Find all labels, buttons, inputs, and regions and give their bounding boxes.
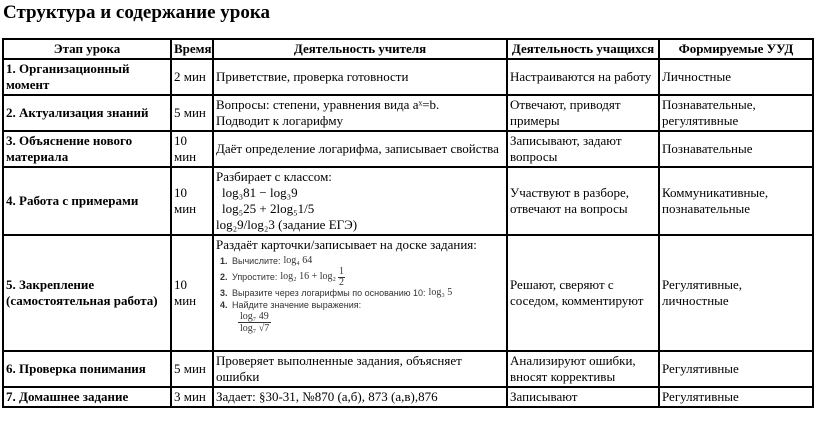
task-item: 1. Вычислите: log₄ 64	[220, 255, 313, 266]
task-item: 4. Найдите значение выражения:	[220, 300, 362, 310]
stage-cell: 3. Объяснение нового материала	[3, 131, 171, 167]
example-1: log₃81 − log₃9	[222, 185, 298, 200]
uud-cell: Регулятивные	[659, 351, 813, 387]
stage-cell: 4. Работа с примерами	[3, 167, 171, 235]
students-cell: Отвечают, приводят примеры	[507, 95, 659, 131]
header-uud: Формируемые УУД	[659, 39, 813, 59]
students-cell: Анализируют ошибки, вносят коррективы	[507, 351, 659, 387]
table-row	[3, 95, 813, 131]
teacher-cell: Даёт определение логарифма, записывает свойства	[213, 131, 507, 167]
stage-cell: 2. Актуализация знаний	[3, 95, 171, 131]
students-cell: Записывают	[507, 387, 659, 407]
stage-cell: 5. Закрепление (самостоятельная работа)	[3, 235, 171, 351]
stage-cell: 7. Домашнее задание	[3, 387, 171, 407]
uud-cell: Познавательные, регулятивные	[659, 95, 813, 131]
header-teacher: Деятельность учителя	[213, 39, 507, 59]
time-cell: 5 мин	[171, 95, 213, 131]
teacher-cell: Приветствие, проверка готовности	[213, 59, 507, 95]
header-students: Деятельность учащихся	[507, 39, 659, 59]
teacher-cell: Проверяет выполненные задания, объясняет ошибки	[213, 351, 507, 387]
time-cell: 10 мин	[171, 167, 213, 235]
uud-cell: Регулятивные, личностные	[659, 235, 813, 351]
table-row	[3, 351, 813, 387]
uud-cell: Познавательные	[659, 131, 813, 167]
example-3: log₂9/log₂3 (задание ЕГЭ)	[216, 217, 358, 232]
teacher-cell: Задает: §30-31, №870 (а,б), 873 (а,в),876	[213, 387, 507, 407]
lesson-structure-table	[2, 38, 814, 408]
table-row	[3, 131, 813, 167]
table-row	[3, 167, 813, 235]
table-row	[3, 235, 813, 351]
students-cell: Записывают, задают вопросы	[507, 131, 659, 167]
example-2: log₅25 + 2log₅1/5	[222, 201, 315, 216]
teacher-intro: Раздаёт карточки/записывает на доске задания:	[216, 237, 477, 252]
fraction: log₇ 49 log₇ √7	[240, 311, 270, 334]
table-row	[3, 387, 813, 407]
teacher-line: Вопросы: степени, уравнения вида aˣ=b.	[216, 97, 440, 112]
time-cell: 3 мин	[171, 387, 213, 407]
students-cell: Участвуют в разборе, отвечают на вопросы	[507, 167, 659, 235]
teacher-line: Подводит к логарифму	[216, 113, 344, 128]
task-item: 3. Выразите через логарифмы по основанию 10: log₃ 5	[220, 287, 453, 298]
time-cell: 10 мин	[171, 235, 213, 351]
teacher-cell	[213, 235, 507, 351]
uud-cell: Коммуникативные, познавательные	[659, 167, 813, 235]
students-cell: Решают, сверяют с соседом, комментируют	[507, 235, 659, 351]
teacher-intro: Разбирает с классом:	[216, 169, 332, 184]
stage-cell: 1. Организационный момент	[3, 59, 171, 95]
table-header-row	[3, 39, 813, 59]
time-cell: 5 мин	[171, 351, 213, 387]
teacher-cell	[213, 95, 507, 131]
stage-cell: 6. Проверка понимания	[3, 351, 171, 387]
teacher-cell	[213, 167, 507, 235]
time-cell: 2 мин	[171, 59, 213, 95]
task-item: 2. Упростите: log₂ 16 + log₂ $\frac{1}{2}$	[220, 265, 345, 288]
uud-cell: Личностные	[659, 59, 813, 95]
time-cell: 10 мин	[171, 131, 213, 167]
fraction: $\frac{1}{2}$	[339, 265, 345, 288]
header-time: Время	[171, 39, 213, 59]
students-cell: Настраиваются на работу	[507, 59, 659, 95]
table-row	[3, 59, 813, 95]
task-card	[220, 255, 504, 335]
header-stage: Этап урока	[3, 39, 171, 59]
page-title: Структура и содержание урока	[3, 2, 270, 23]
uud-cell: Регулятивные	[659, 387, 813, 407]
